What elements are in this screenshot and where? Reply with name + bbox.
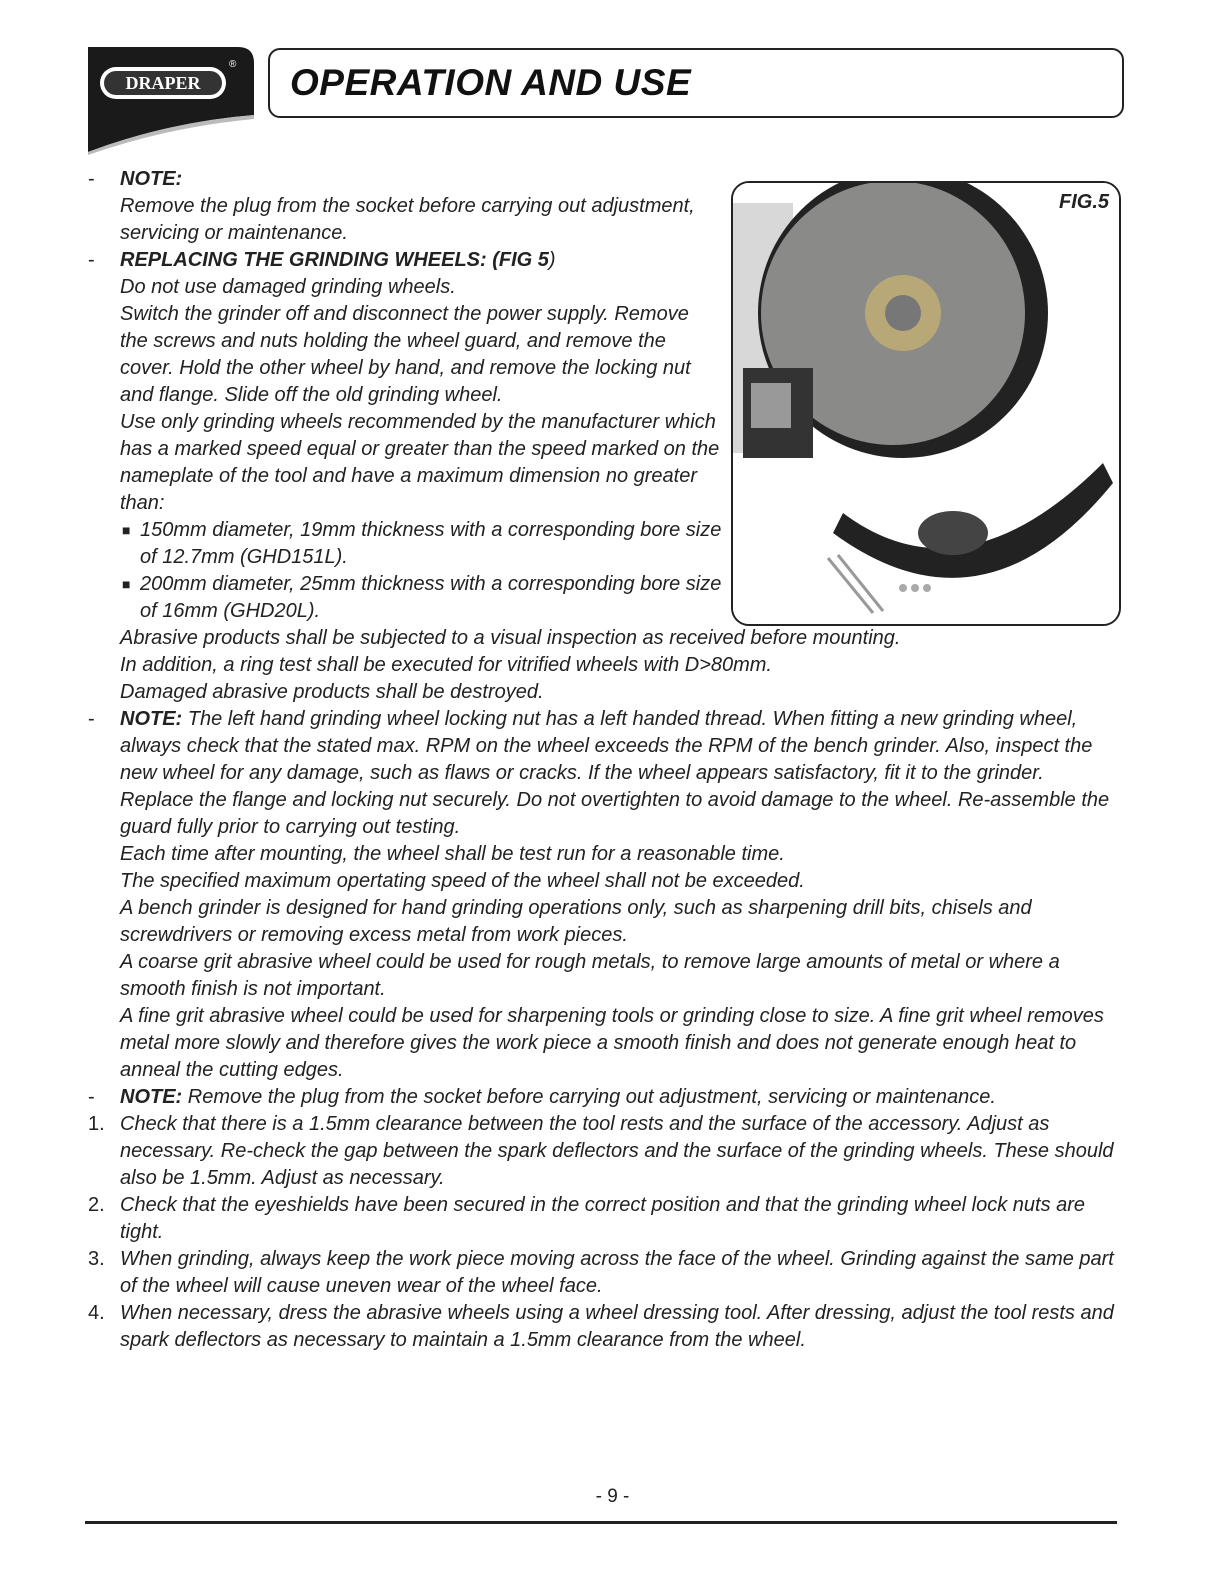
svg-text:DRAPER: DRAPER: [125, 73, 201, 93]
step-item: 2. Check that the eyeshields have been secured in the correct position and that the grinding wheel lock nuts are tight.: [88, 1194, 1086, 1243]
note-left-hand-thread: - NOTE: The left hand grinding wheel locking nut has a left handed thread. When fitting a new grinding wheel, always check that the stated max. RPM on the wheel exceeds the RPM of the bench grinder. Also, inspect the new wheel for any damage, such as flaws or cracks. If the wheel appears satisfactory, fit it to the grinder. Replace the flange and locking nut securely. Do not overtighten to avoid damage to the wheel. Re-assemble the guard fully prior to carrying out testing. Each time after mounting, the wheel shall be test run for a reasonable time. The specified maximum opertating speed of the wheel shall not be exceeded. A bench grinder is designed for hand grinding operations only, such as sharpening drill bits, chisels and screwdrivers or removing excess metal from work pieces. A coarse grit abrasive wheel could be used for rough metals, to remove large amounts of metal or where a smooth finish is not important. A fine grit abrasive wheel could be used for sharpening tools or grinding close to size. A fine grit wheel removes metal more slowly and therefore gives the work piece a smooth finish and does not generate enough heat to anneal the cutting edges.: [88, 708, 1110, 1081]
section-title-box: [268, 48, 1124, 118]
page-number: - 9 -: [595, 1486, 630, 1507]
note-unplug: - NOTE: Remove the plug from the socket before carrying out adjustment, servicing or maintenance.: [88, 168, 695, 244]
svg-text:®: ®: [229, 59, 237, 70]
page-title: OPERATION AND USE: [290, 62, 692, 103]
step-item: 1. Check that there is a 1.5mm clearance between the tool rests and the surface of the accessory. Adjust as necessary. Re-check the gap between the spark deflectors and the surface of the grinding wheels. These should also be 1.5mm. Adjust as necessary.: [88, 1113, 1114, 1189]
section-heading: REPLACING THE GRINDING WHEELS: (FIG 5: [120, 249, 549, 271]
bullet-item: ■ 150mm diameter, 19mm thickness with a corresponding bore size of 12.7mm (GHD151L).: [122, 519, 722, 568]
body-text: [88, 166, 1128, 1354]
draper-logo: [88, 47, 254, 155]
footer-divider: [85, 1521, 1117, 1524]
step-item: 3. When grinding, always keep the work piece moving across the face of the wheel. Grinding against the same part of the wheel will cause uneven wear of the wheel face.: [88, 1248, 1114, 1297]
note-unplug-2: - NOTE: Remove the plug from the socket before carrying out adjustment, servicing or maintenance.: [88, 1086, 996, 1108]
figure-label: FIG.5: [1058, 191, 1109, 213]
bullet-item: ■ 200mm diameter, 25mm thickness with a corresponding bore size of 16mm (GHD20L).: [122, 573, 722, 622]
replacing-wheels-section: - REPLACING THE GRINDING WHEELS: (FIG 5) Do not use damaged grinding wheels. Switch the grinder off and disconnect the power supply. Remove the screws and nuts holding the wheel guard, and remove the cover. Hold the other wheel by hand, and remove the locking nut and flange. Slide off the old grinding wheel. Use only grinding wheels recommended by the manufacturer which has a marked speed equal or greater than the speed marked on the nameplate of the tool and have a maximum dimension no greater than: ■ 150mm diameter, 19mm thickness with a corresponding bore size of 12.7mm (GHD151L). ■ 200mm diameter, 25mm thickness with a corresponding bore size of 16mm (GHD20L). Abrasive products shall be subjected to a visual inspection as received before mounting. In addition, a ring test shall be executed for vitrified wheels with D>80mm. Damaged abrasive products shall be destroyed.: [88, 249, 901, 703]
step-item: 4. When necessary, dress the abrasive wheels using a wheel dressing tool. After dressing, adjust the tool rests and spark deflectors as necessary to maintain a 1.5mm clearance from the wheel.: [88, 1302, 1114, 1351]
